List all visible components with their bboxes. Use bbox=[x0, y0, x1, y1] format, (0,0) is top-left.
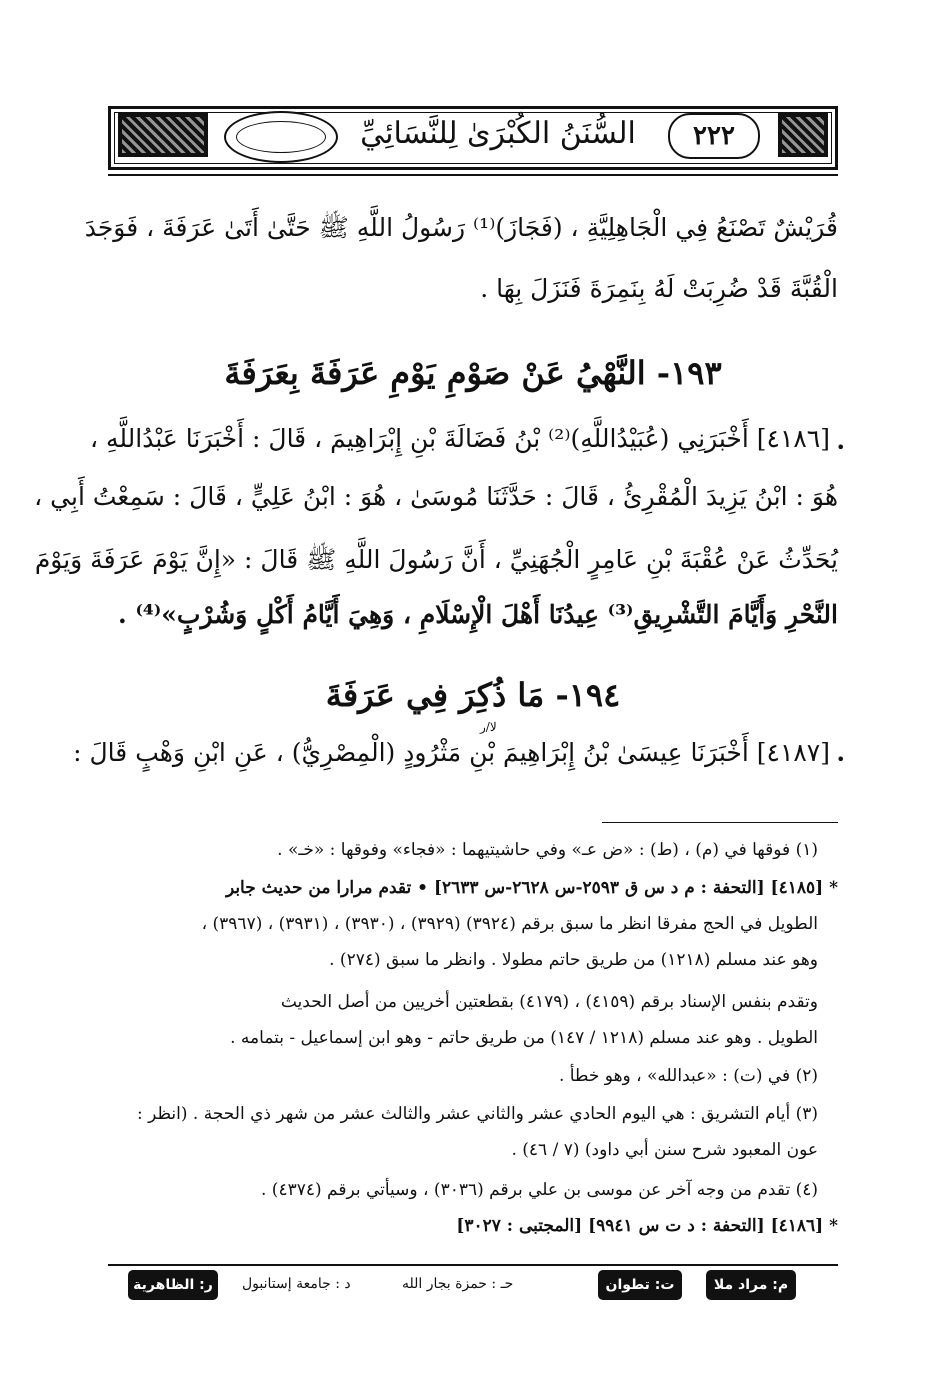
footnote-separator bbox=[602, 822, 838, 823]
text-line-1: قُرَيْشٌ تَصْنَعُ فِي الْجَاهِلِيَّةِ ، (فَجَازَ)⁽¹⁾ رَسُولُ اللَّهِ ﷺ حَتَّىٰ أَتَىٰ عَرَفَةَ ، فَوَجَدَ bbox=[84, 213, 838, 242]
footnote-1: (١) فوقها في (م) ، (ط) : «ض عـ» وفي حاشيتيهما : «فجاء» وفوقها : «خـ» . bbox=[277, 840, 818, 860]
page-number: ٢٢٢ bbox=[668, 113, 760, 159]
book-logo-medallion bbox=[224, 111, 338, 163]
takhrij-4185-line-2: الطويل في الحج مفرقا انظر ما سبق برقم (٣٩٢٤) (٣٩٢٩) ، (٣٩٣٠) ، (٣٩٣١) ، (٣٩٦٧) ، bbox=[201, 914, 818, 934]
footnote-3-line-1: (٣) أيام التشريق : هي اليوم الحادي عشر والثاني عشر والثالث عشر من شهر ذي الحجة . (انظر : bbox=[136, 1104, 818, 1124]
manuscript-label-h: حـ : حمزة بجار الله bbox=[402, 1276, 514, 1292]
chapter-heading-193: ١٩٣- النَّهْيُ عَنْ صَوْمِ يَوْمِ عَرَفَةَ بِعَرَفَةَ bbox=[224, 354, 722, 392]
hadith-bullet: • bbox=[836, 750, 846, 769]
left-ornament bbox=[118, 113, 208, 157]
hadith-4186-line-4: النَّحْرِ وَأَيَّامَ التَّشْرِيقِ⁽³⁾ عِيدُنَا أَهْلَ الْإِسْلَامِ ، وَهِيَ أَيَّامُ أَكْلٍ وَشُرْبٍ»⁽⁴⁾ . bbox=[118, 600, 838, 629]
hadith-4186-line-2: هُوَ : ابْنُ يَزِيدَ الْمُقْرِئُ ، قَالَ : حَدَّثَنَا مُوسَىٰ ، هُوَ : ابْنُ عَلِيٍّ ، قَالَ : سَمِعْتُ أَبِي ، bbox=[34, 482, 838, 511]
footnote-3-line-2: عون المعبود شرح سنن أبي داود) (٧ / ٤٦) . bbox=[511, 1140, 818, 1160]
manuscript-label-d: د : جامعة إستانبول bbox=[242, 1276, 351, 1292]
manuscript-badge-m: م: مراد ملا bbox=[706, 1270, 796, 1300]
text-line-2: الْقُبَّةَ قَدْ ضُرِبَتْ لَهُ بِنَمِرَةَ فَنَزَلَ بِهَا . bbox=[480, 274, 838, 303]
hadith-bullet: • bbox=[836, 438, 846, 457]
manuscript-badge-t: ت: تطوان bbox=[598, 1270, 682, 1300]
hadith-4186-line-1: [٤١٨٦] أَخْبَرَنِي (عُبَيْدُاللَّهِ)⁽²⁾ بْنُ فَضَالَةَ بْنِ إِبْرَاهِيمَ ، قَالَ : أَخْبَرَنَا عَبْدُاللَّهِ ، bbox=[89, 424, 830, 453]
hadith-4186-line-3: يُحَدِّثُ عَنْ عُقْبَةَ بْنِ عَامِرٍ الْجُهَنِيِّ ، أَنَّ رَسُولَ اللَّهِ ﷺ قَالَ : «إِنَّ يَوْمَ عَرَفَةَ وَيَوْمَ bbox=[34, 545, 838, 574]
takhrij-4185-line-1: * [٤١٨٥] [التحفة : م د س ق ٢٥٩٣-س ٢٦٢٨-س ٢٦٣٣] • تقدم مرارا من حديث جابر bbox=[225, 878, 838, 898]
takhrij-4186: * [٤١٨٦] [التحفة : د ت س ٩٩٤١] [المجتبى : ٣٠٢٧] bbox=[456, 1216, 838, 1236]
footnote-2: (٢) في (ت) : «عبدالله» ، وهو خطأ . bbox=[558, 1066, 818, 1086]
header-rule bbox=[108, 174, 838, 176]
takhrij-4185-line-5: الطويل . وهو عند مسلم (١٢١٨ / ١٤٧) من طريق حاتم - وهو ابن إسماعيل - بتمامه . bbox=[230, 1028, 818, 1048]
takhrij-4185-line-3: وهو عند مسلم (١٢١٨) من طريق حاتم مطولا . وانظر ما سبق (٢٧٤) . bbox=[329, 950, 818, 970]
hadith-4187-line-1: [٤١٨٧] أَخْبَرَنَا عِيسَىٰ بْنُ إِبْرَاهِيمَ بْنِ مَثْرُودٍ (الْمِصْرِيُّ) ، عَنِ ابْنِ وَهْبٍ قَالَ : bbox=[73, 738, 830, 767]
chapter-heading-194: ١٩٤- مَا ذُكِرَ فِي عَرَفَةَ bbox=[325, 676, 621, 714]
right-ornament bbox=[778, 113, 828, 157]
footnote-4: (٤) تقدم من وجه آخر عن موسى بن علي برقم (٣٠٣٦) ، وسيأتي برقم (٤٣٧٤) . bbox=[260, 1180, 818, 1200]
footer-rule bbox=[108, 1264, 838, 1266]
margin-note: لا/ر bbox=[480, 720, 497, 734]
manuscript-badge-r: ر: الظاهرية bbox=[128, 1270, 218, 1300]
page-header bbox=[108, 106, 838, 170]
takhrij-4185-line-4: وتقدم بنفس الإسناد برقم (٤١٥٩) ، (٤١٧٩) بقطعتين أخريين من أصل الحديث bbox=[280, 992, 818, 1012]
running-title: السُّنَنُ الكُبْرَىٰ لِلنَّسَائِيِّ bbox=[360, 116, 636, 151]
